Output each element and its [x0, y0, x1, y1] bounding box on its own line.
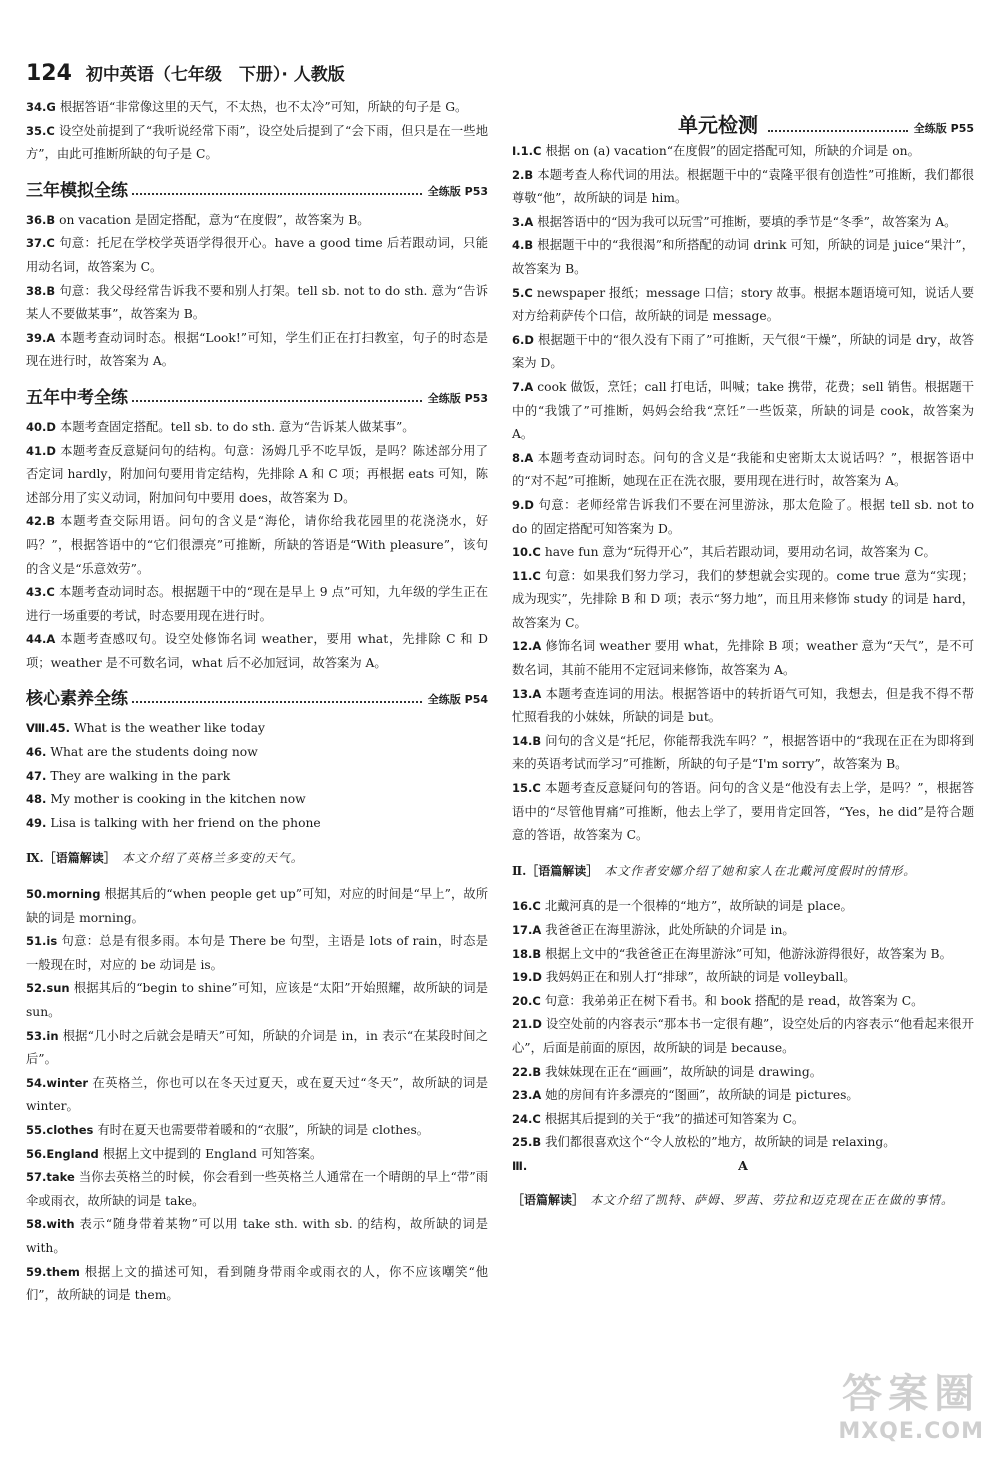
section-header — [26, 173, 488, 201]
answer-item: 22.B 我妹妹现在正在“画画”，故所缺的词是 drawing。 — [512, 1064, 823, 1079]
answer-item: 21.D 设空处前的内容表示“那本书一定很有趣”，设空处后的内容表示“他看起来很开心”，后面是前面的原因，故所缺的词是 because。 — [512, 1017, 974, 1055]
answer-item: 17.A 我爸爸正在海里游泳，此处所缺的介词是 in。 — [512, 923, 795, 937]
book-title: 初中英语（七年级 下册）· 人教版 — [85, 65, 345, 85]
answer-item: 23.A 她的房间有许多漂亮的“图画”，故所缺的词是 pictures。 — [512, 1088, 859, 1103]
page-number: 124 — [26, 61, 72, 86]
answer-item: 20.C 句意：我弟弟正在树下看书。和 book 搭配的是 read，故答案为 C。 — [512, 993, 924, 1008]
answer-item: 11.C 句意：如果我们努力学习，我们的梦想就会实现的。come true 意为“实现；成为现实”，先排除 B 和 D 项；表示“努力地”，而且用来修饰 study 的词是 hard，故答案为 C。 — [512, 568, 974, 630]
answer-item: 51.is 句意：总是有很多雨。本句是 There be 句型，主语是 lots of rain，时态是一般现在时，对应的 be 动词是 is。 — [26, 934, 488, 972]
answer-item: 9.D 句意：老师经常告诉我们不要在河里游泳，那太危险了。根据 tell sb. not to do 的固定搭配可知答案为 D。 — [512, 497, 974, 536]
answer-item: 44.A 本题考查感叹句。设空处修饰名词 weather，要用 what，先排除 C 和 D 项；weather 是不可数名词，what 后不必加冠词，故答案为 A。 — [26, 632, 488, 670]
answer-item: 2.B 本题考查人称代词的用法。根据题干中的“袁隆平很有创造性”可推断，我们都很尊敬“他”，故所缺的词是 him。 — [512, 167, 974, 206]
section-header — [26, 681, 488, 709]
answer-item: 50.morning 根据其后的“when people get up”可知，对应的时间是“早上”，故所缺的词是 morning。 — [26, 887, 488, 925]
section-page-ref: 全练版 P54 — [427, 693, 488, 707]
passage-note: Ⅱ.［语篇解读］ 本文作者安娜介绍了她和家人在北戴河度假时的情形。 — [512, 863, 917, 878]
answer-item: Ⅰ.1.C 根据 on (a) vacation“在度假”的固定搭配可知，所缺的介词是 on。 — [512, 144, 920, 158]
answer-item: 56.England 根据上文中提到的 England 可知答案。 — [26, 1146, 323, 1161]
dotted-divider — [132, 400, 422, 402]
answer-item: 59.them 根据上文的描述可知，看到随身带雨伞或雨衣的人，你不应该嘲笑“他们”，故所缺的词是 them。 — [26, 1264, 488, 1303]
section-header — [26, 380, 488, 408]
answer-item: 39.A 本题考查动词时态。根据“Look!”可知，学生们正在打扫教室，句子的时态是现在进行时，故答案为 A。 — [26, 330, 488, 369]
section-title: 三年模拟全练 — [26, 180, 128, 201]
answer-item: 38.B 句意：我父母经常告诉我不要和别人打架。tell sb. not to do sth. 意为“告诉某人不要做某事”，故答案为 B。 — [26, 283, 488, 322]
watermark-logo — [838, 1362, 984, 1444]
section-page-ref: 全练版 P53 — [427, 391, 488, 405]
answer-item: 16.C 北戴河真的是一个很棒的“地方”，故所缺的词是 place。 — [512, 899, 853, 914]
answer-item: 10.C have fun 意为“玩得开心”，其后若跟动词，要用动名词，故答案为 C。 — [512, 545, 936, 560]
answer-item: 42.B 本题考查交际用语。问句的含义是“海伦，请你给我花园里的花浇浇水，好吗？”，根据答语中的“它们很漂亮”可推断，所缺的答语是“With pleasure”，该句的含义是“乐意效劳”。 — [26, 514, 488, 576]
answer-item: 41.D 本题考查反意疑问句的结构。句意：汤姆几乎不吃早饭，是吗？陈述部分用了否定词 hardly，附加问句要用肯定结构，先排除 A 和 C 项；再根据 eats 可知，陈述部分用了实义动词，附加问句中要用 does，故答案为 D。 — [26, 443, 488, 505]
answer-item: 8.A 本题考查动词时态。问句的含义是“我能和史密斯太太说话吗？”，根据答语中的“对不起”可推断，她现在正在洗衣服，要用现在进行时，故答案为 A。 — [512, 450, 974, 489]
answer-item: 55.clothes 有时在夏天也需要带着暖和的“衣服”，所缺的词是 clothes。 — [26, 1122, 430, 1137]
answer-item: 52.sun 根据其后的“begin to shine”可知，应该是“太阳”开始照耀，故所缺的词是 sun。 — [26, 981, 488, 1019]
answer-item: 19.D 我妈妈正在和别人打“排球”，故所缺的词是 volleyball。 — [512, 970, 856, 985]
section-title: 五年中考全练 — [26, 387, 128, 408]
page-header — [26, 60, 345, 86]
passage-letter: A — [738, 1157, 748, 1173]
answer-item: 34.G 根据答语“非常像这里的天气，不太热，也不太冷”可知，所缺的句子是 G。 — [26, 100, 468, 114]
watermark-domain: MXQE.COM — [838, 1419, 984, 1444]
answer-item: 49. Lisa is talking with her friend on the phone — [26, 815, 321, 830]
answer-item: 57.take 当你去英格兰的时候，你会看到一些英格兰人通常在一个晴朗的早上“带”雨伞或雨衣，故所缺的词是 take。 — [26, 1170, 488, 1208]
answer-item: 37.C 句意：托尼在学校学英语学得很开心。have a good time 后若跟动词，只能用动名词，故答案为 C。 — [26, 236, 488, 274]
section-page-ref: 全练版 P55 — [913, 122, 974, 135]
answer-item: 6.D 根据题干中的“很久没有下雨了”可推断，天气很“干燥”，所缺的词是 dry，故答案为 D。 — [512, 332, 974, 371]
answer-item: 7.A cook 做饭，烹饪；call 打电话，叫喊；take 携带，花费；sell 销售。根据题干中的“我饿了”可推断，妈妈会给我“烹饪”一些饭菜，所缺的词是 cook，故答案为 A。 — [512, 379, 974, 442]
answer-item: 46. What are the students doing now — [26, 745, 258, 760]
answer-item: 35.C 设空处前提到了“我听说经常下雨”，设空处后提到了“会下雨，但只是在一些地方”，由此可推断所缺的句子是 C。 — [26, 123, 488, 162]
answer-item: Ⅷ.45. What is the weather like today — [26, 721, 265, 736]
answer-item: 5.C newspaper 报纸；message 口信；story 故事。根据本题语境可知，说话人要对方给莉萨传个口信，故所缺的词是 message。 — [512, 285, 974, 324]
dotted-divider — [132, 193, 422, 195]
dotted-divider — [132, 701, 422, 703]
answer-item: 36.B on vacation 是固定搭配，意为“在度假”，故答案为 B。 — [26, 212, 370, 227]
answer-item: 58.with 表示“随身带着某物”可以用 take sth. with sb. 的结构，故所缺的词是 with。 — [26, 1217, 488, 1255]
section-page-ref: 全练版 P53 — [427, 184, 488, 198]
answer-item: 14.B 问句的含义是“托尼，你能帮我洗车吗？”，根据答语中的“我现在正在为即将到来的英语考试而学习”可推断，所缺的句子是“I'm sorry”，故答案为 B。 — [512, 733, 974, 772]
passage-note: ［语篇解读］ 本文介绍了凯特、萨姆、罗茜、劳拉和迈克现在正在做的事情。 — [512, 1192, 955, 1207]
dotted-divider — [768, 130, 908, 132]
answer-item: 12.A 修饰名词 weather 要用 what，先排除 B 项；weather 意为“天气”，是不可数名词，其前不能用不定冠词来修饰，故答案为 A。 — [512, 639, 974, 678]
section-title: 核心素养全练 — [26, 689, 128, 710]
answer-item: 18.B 根据上文中的“我爸爸正在海里游泳”可知，他游泳游得很好，故答案为 B。 — [512, 946, 952, 961]
answer-item: 54.winter 在英格兰，你也可以在冬天过夏天，或在夏天过“冬天”，故所缺的词是 winter。 — [26, 1075, 488, 1114]
answer-item: 25.B 我们都很喜欢这个“令人放松的”地方，故所缺的词是 relaxing。 — [512, 1135, 896, 1150]
answer-item: 3.A 根据答语中的“因为我可以玩雪”可推断，要填的季节是“冬季”，故答案为 A。 — [512, 214, 957, 229]
answer-item: 48. My mother is cooking in the kitchen now — [26, 792, 306, 807]
unit-test-title: 单元检测 — [678, 113, 758, 137]
right-column — [512, 104, 974, 1224]
section-label: Ⅲ. — [512, 1158, 528, 1173]
answer-item: 47. They are walking in the park — [26, 768, 231, 783]
answer-item: 40.D 本题考查固定搭配。tell sb. to do sth. 意为“告诉某人做某事”。 — [26, 419, 415, 434]
unit-test-header — [512, 104, 974, 138]
answer-item: 24.C 根据其后提到的关于“我”的描述可知答案为 C。 — [512, 1111, 805, 1126]
answer-item: 43.C 本题考查动词时态。根据题干中的“现在是早上 9 点”可知，九年级的学生正在进行一场重要的考试，时态要用现在进行时。 — [26, 585, 488, 623]
left-column — [26, 96, 488, 1308]
answer-item: 4.B 根据题干中的“我很渴”和所搭配的动词 drink 可知，所缺的词是 juice“果汁”，故答案为 B。 — [512, 238, 974, 276]
watermark-text: 答案圈 — [842, 1371, 981, 1417]
passage-note: Ⅸ.［语篇解读］ 本文介绍了英格兰多变的天气。 — [26, 851, 304, 866]
answer-item: 15.C 本题考查反意疑问句的答语。问句的含义是“他没有去上学，是吗？”，根据答语中的“尽管他胃痛”可推断，他去上学了，要用肯定回答，“Yes，he did”是符合题意的答语，故答案为 C。 — [512, 781, 974, 843]
answer-item: 53.in 根据“几小时之后就会是晴天”可知，所缺的介词是 in，in 表示“在某段时间之后”。 — [26, 1028, 488, 1067]
answer-item: 13.A 本题考查连词的用法。根据答语中的转折语气可知，我想去，但是我不得不帮忙照看我的小妹妹，所缺的词是 but。 — [512, 686, 974, 725]
